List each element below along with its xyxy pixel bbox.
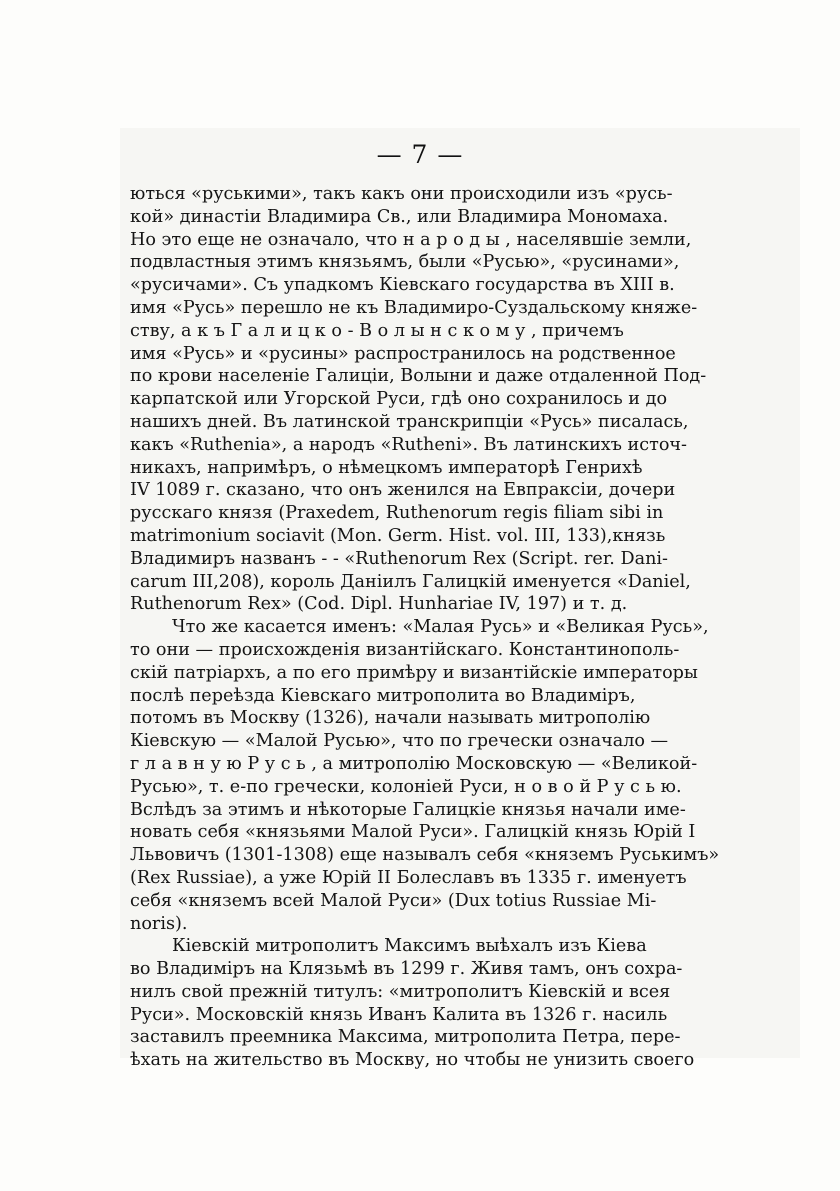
text-line: русскаго князя (Praxedem, Ruthenorum regis filiam sibi in <box>130 503 664 524</box>
text-line: никахъ, напримѣръ, о нѣмецкомъ императорѣ Генрихѣ <box>130 457 643 478</box>
text-line: ѣхать на жительство въ Москву, но чтобы не унизить своего <box>130 1050 695 1071</box>
text-line: какъ «Ruthenia», а народъ «Rutheni». Въ латинскихъ источ- <box>130 434 687 455</box>
text-line: карпатской или Угорской Руси, гдѣ оно сохранилось и до <box>130 389 668 410</box>
text-line: имя «Русь» и «русины» распространилось на родственное <box>130 343 676 364</box>
text-line: «русичами». Съ упадкомъ Кіевскаго государства въ XIII в. <box>130 275 675 296</box>
text-line: noris). <box>130 913 188 934</box>
text-line: Владимиръ названъ - - «Ruthenorum Rex (Script. rer. Dani- <box>130 548 668 569</box>
text-line: IV 1089 г. сказано, что онъ женился на Евпраксіи, дочери <box>130 480 676 501</box>
text-line: (Rex Russiae), а уже Юрій II Болеславъ въ 1335 г. именуетъ <box>130 867 687 888</box>
text-line: потомъ въ Москву (1326), начали называть митрополію <box>130 708 651 729</box>
text-line: г л а в н у ю Р у с ь , а митрополію Московскую — «Великой- <box>130 753 698 774</box>
text-line: подвластныя этимъ князьямъ, были «Русью», «русинами», <box>130 252 680 273</box>
text-line: ству, а к ъ Г а л и ц к о - В о л ы н с к о м у , причемъ <box>130 320 624 341</box>
page-number: — 7 — <box>376 140 464 169</box>
text-line: себя «княземъ всей Малой Руси» (Dux totius Russiae Mi- <box>130 890 657 911</box>
text-line: то они — происхожденія византійскаго. Константинополь- <box>130 639 680 660</box>
text-line: Но это еще не означало, что н а р о д ы , населявшіе земли, <box>130 229 692 250</box>
text-line: по крови населеніе Галиціи, Волыни и даже отдаленной Под- <box>130 366 707 387</box>
text-line: скій патріархъ, а по его примѣру и византійскіе императоры <box>130 662 698 683</box>
text-line: ються «руськими», такъ какъ они происходили изъ «русь- <box>130 184 673 204</box>
text-line: Русью», т. е-по гречески, колоніей Руси, н о в о й Р у с ь ю. <box>130 776 682 797</box>
text-line: matrimonium sociavit (Mon. Germ. Hist. vol. III, 133),князь <box>130 525 666 546</box>
text-line: нилъ свой прежній титулъ: «митрополитъ Кіевскій и всея <box>130 981 671 1002</box>
body-text <box>130 183 754 1072</box>
paragraph-start-line: Кіевскій митрополитъ Максимъ выѣхалъ изъ Кіева <box>172 936 647 957</box>
text-line: кой» династіи Владимира Св., или Владимира Мономаха. <box>130 206 669 227</box>
text-line: нашихъ дней. Въ латинской транскрипціи «Русь» писалась, <box>130 411 689 432</box>
text-line: Вслѣдъ за этимъ и нѣкоторые Галицкіе князья начали име- <box>130 799 686 820</box>
text-line: Ruthenorum Rex» (Cod. Dipl. Hunhariae IV, 197) и т. д. <box>130 594 628 615</box>
text-line: послѣ переѣзда Кіевскаго митрополита во Владиміръ, <box>130 685 636 706</box>
text-line: Руси». Московскій князь Иванъ Калита въ 1326 г. насиль <box>130 1004 668 1025</box>
text-line: во Владиміръ на Клязьмѣ въ 1299 г. Живя тамъ, онъ сохра- <box>130 959 683 980</box>
text-line: имя «Русь» перешло не къ Владимиро-Суздальскому княже- <box>130 297 698 318</box>
text-line: carum III,208), король Даніилъ Галицкій именуется «Daniel, <box>130 571 691 592</box>
text-line: новать себя «князьями Малой Руси». Галицкій князь Юрій I <box>130 822 696 843</box>
text-line: Кіевскую — «Малой Русью», что по гречески означало — <box>130 731 669 752</box>
text-line: Львовичъ (1301-1308) еще называлъ себя «княземъ Руськимъ» <box>130 845 720 866</box>
text-line: заставилъ преемника Максима, митрополита Петра, пере- <box>130 1027 681 1048</box>
paragraph-start-line: Что же касается именъ: «Малая Русь» и «Великая Русь», <box>172 617 709 638</box>
